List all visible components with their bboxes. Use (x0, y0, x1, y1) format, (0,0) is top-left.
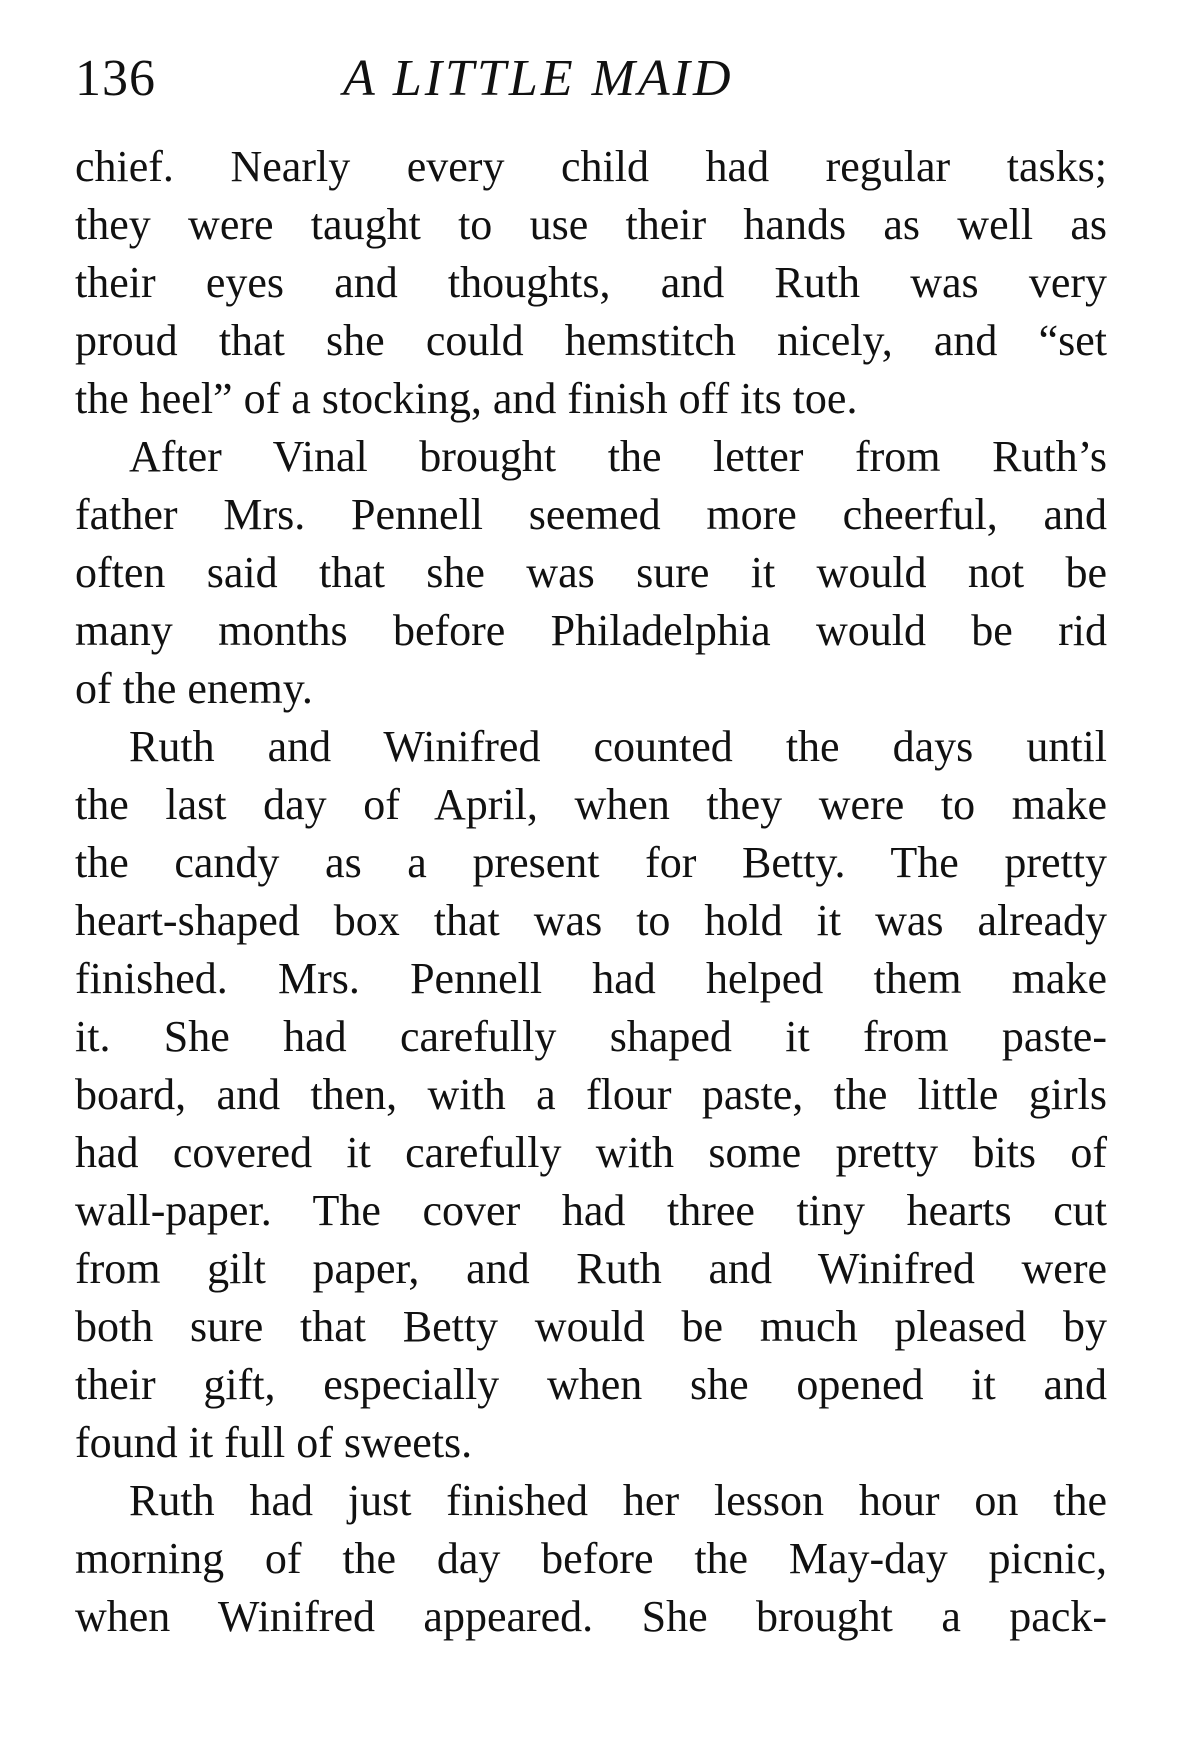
text-line: proud that she could hemstitch nicely, and “set (75, 316, 1107, 365)
text-line: found it full of sweets. (75, 1418, 473, 1467)
text-line: their eyes and thoughts, and Ruth was very (75, 258, 1107, 307)
text-line: wall-paper. The cover had three tiny hearts cut (75, 1186, 1107, 1235)
text-line: chief. Nearly every child had regular tasks; (75, 142, 1107, 191)
text-line: it. She had carefully shaped it from paste- (75, 1012, 1107, 1061)
text-line: from gilt paper, and Ruth and Winifred were (75, 1244, 1107, 1293)
text-line: many months before Philadelphia would be rid (75, 606, 1107, 655)
text-line: morning of the day before the May-day picnic, (75, 1534, 1107, 1583)
text-line: both sure that Betty would be much pleased by (75, 1302, 1107, 1351)
text-line: when Winifred appeared. She brought a pack- (75, 1592, 1107, 1641)
text-line: father Mrs. Pennell seemed more cheerful, and (75, 490, 1107, 539)
text-line: had covered it carefully with some pretty bits of (75, 1128, 1107, 1177)
text-line: Ruth had just finished her lesson hour on the (129, 1476, 1107, 1525)
body-text (75, 138, 1107, 1646)
text-line: the candy as a present for Betty. The pretty (75, 838, 1107, 887)
text-line: After Vinal brought the letter from Ruth’s (129, 432, 1107, 481)
text-line: often said that she was sure it would not be (75, 548, 1107, 597)
text-line: heart-shaped box that was to hold it was already (75, 896, 1107, 945)
text-line: they were taught to use their hands as well as (75, 200, 1107, 249)
running-head (75, 44, 1115, 114)
text-line: the last day of April, when they were to make (75, 780, 1107, 829)
text-line: Ruth and Winifred counted the days until (129, 722, 1107, 771)
text-line: finished. Mrs. Pennell had helped them make (75, 954, 1107, 1003)
text-line: of the enemy. (75, 664, 313, 713)
text-line: their gift, especially when she opened it and (75, 1360, 1107, 1409)
text-line: the heel” of a stocking, and finish off its toe. (75, 374, 858, 423)
text-line: board, and then, with a flour paste, the little girls (75, 1070, 1107, 1119)
running-title: A LITTLE MAID (343, 50, 734, 107)
page-number: 136 (75, 50, 156, 107)
